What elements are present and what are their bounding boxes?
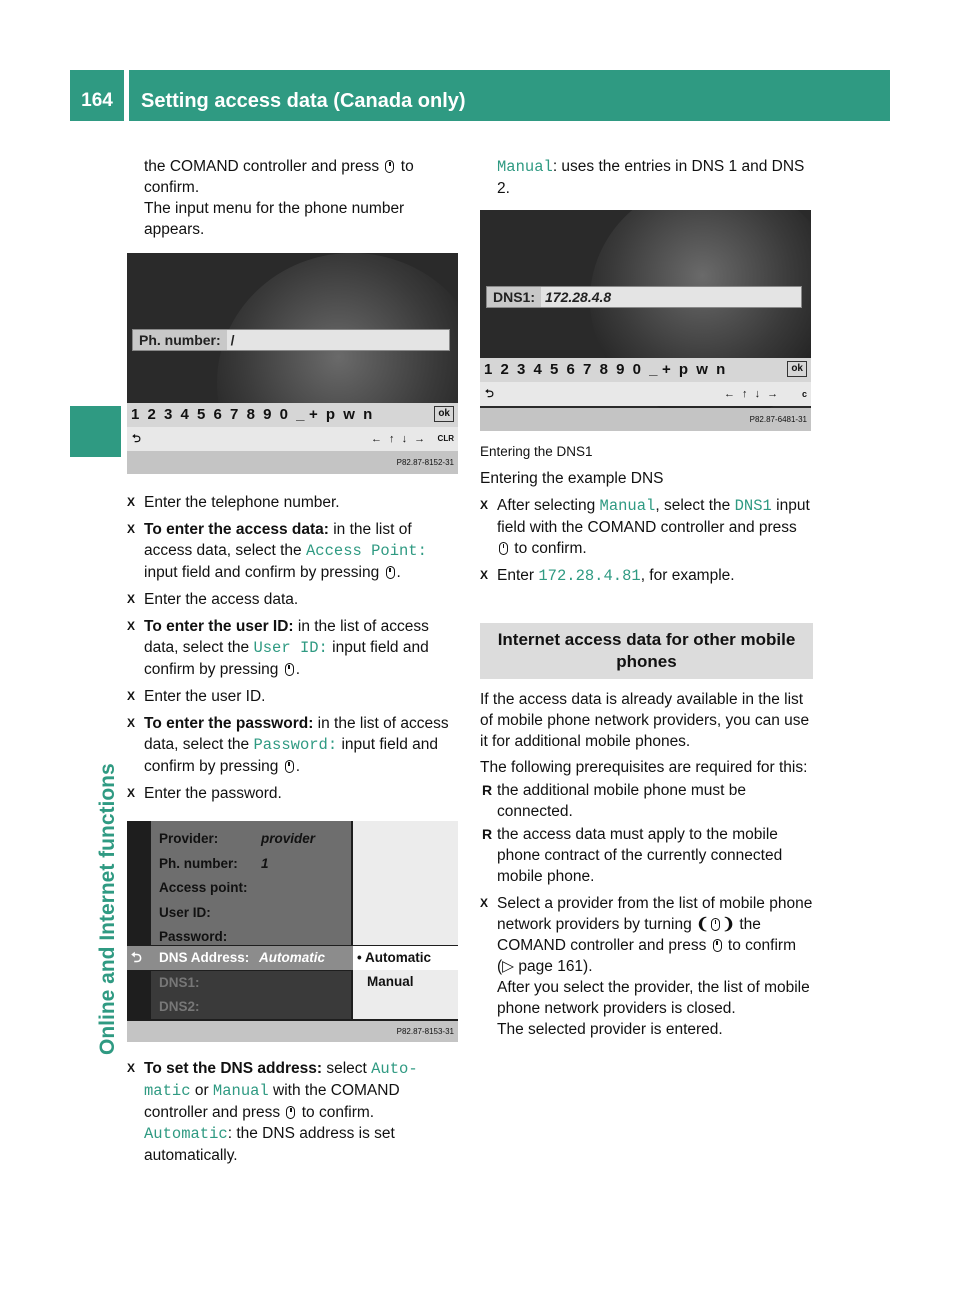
settings-list	[159, 827, 316, 950]
digit-keys: 1 2 3 4 5 6 7 8 9 0 _	[131, 406, 307, 423]
field-value: /	[230, 332, 235, 348]
left-column	[144, 156, 462, 240]
sidebar-label: Online and Internet functions	[96, 763, 119, 1055]
figure-caption: Entering the DNS1	[480, 444, 593, 459]
paragraph: Automatic: the DNS address is set automatically.	[144, 1125, 395, 1164]
field-value: 172.28.4.8	[545, 289, 612, 305]
keyboard-row	[127, 403, 458, 427]
symbol-keys: + p w n	[662, 361, 728, 378]
screen-phone-number	[127, 253, 458, 474]
list-item: Ph. number:	[159, 855, 238, 871]
keyboard-row	[480, 358, 811, 382]
option-panel	[353, 821, 458, 945]
back-icon: ⮌	[131, 950, 142, 965]
section-heading: Internet access data for other mobile phones	[480, 623, 813, 679]
controller-press-icon	[285, 663, 294, 676]
step: X Enter 172.28.4.81, for example.	[480, 567, 735, 585]
digit-keys: 1 2 3 4 5 6 7 8 9 0 _	[484, 361, 660, 378]
right-column	[480, 433, 813, 1040]
paragraph: Manual: uses the entries in DNS 1 and DNS 2.	[497, 158, 805, 197]
list-item: DNS2:	[159, 999, 200, 1014]
controller-turn-icon: ❨ ❩	[696, 916, 736, 933]
page-number: 164	[70, 70, 124, 121]
subheading: Entering the example DNS	[480, 470, 664, 487]
dns1-field	[486, 286, 802, 308]
controller-press-icon	[285, 760, 294, 773]
clear-key: c	[801, 389, 807, 399]
back-icon: ⮌	[485, 388, 496, 400]
image-code: P82.87-6481-31	[749, 415, 807, 424]
screen-dns1	[480, 210, 811, 431]
screen-access-data	[127, 821, 458, 1042]
list-item: Access point:	[159, 880, 248, 895]
list-item: DNS1:	[159, 975, 200, 990]
step: X To enter the access data: in the list of access data, select the Access Point: input field and confirm by pressing .	[127, 521, 427, 581]
step: X To set the DNS address: select Auto‐ matic or Manual with the COMAND controller and press to confirm.	[127, 1060, 418, 1121]
step: X Enter the user ID.	[127, 688, 266, 705]
phone-number-field	[132, 329, 450, 351]
step: X Select a provider from the list of mobile phone network providers by turning ❨ ❩ the COMAND controller and press to confirm (▷ page 161). After you select the provider, the list of mobile phone network providers is closed. The selected provider is entered.	[480, 895, 813, 1038]
image-code: P82.87-8153-31	[396, 1027, 454, 1036]
paragraph: the COMAND controller and press to confirm.	[144, 158, 414, 196]
symbol-keys: + p w n	[309, 406, 375, 423]
control-row	[127, 427, 458, 451]
controller-press-icon	[386, 566, 395, 579]
left-steps	[127, 486, 462, 804]
step: X To enter the user ID: in the list of access data, select the User ID: input field and confirm by pressing .	[127, 618, 429, 678]
field-label: DNS1:	[487, 287, 541, 307]
step: X Enter the access data.	[127, 591, 299, 608]
right-column-top	[497, 156, 813, 199]
step: X To enter the password: in the list of access data, select the Password: input field and confirm by pressing .	[127, 715, 449, 775]
field-label: Ph. number:	[133, 330, 227, 350]
step: X Enter the telephone number.	[127, 494, 340, 511]
page-title: Setting access data (Canada only)	[129, 70, 890, 121]
dns-address-row: ⮌ DNS Address: Automatic	[127, 946, 353, 970]
controller-press-icon	[385, 160, 394, 173]
dns-fields	[159, 971, 200, 1019]
controller-press-icon	[286, 1106, 295, 1119]
ok-key: ok	[434, 406, 454, 422]
bullet-item: R the access data must apply to the mobile phone contract of the currently connected mobile phone.	[482, 826, 783, 885]
list-item: Password:	[159, 929, 228, 944]
code-strip	[127, 1021, 458, 1042]
option-automatic: • Automatic	[353, 946, 458, 970]
paragraph: The following prerequisites are required for this:	[480, 759, 808, 776]
list-item: User ID:	[159, 904, 211, 920]
step: X Enter the password.	[127, 785, 282, 802]
navigation-arrows: ← ↑ ↓ →	[371, 433, 428, 445]
clear-key: CLR	[437, 434, 454, 443]
sidebar-marker	[70, 406, 121, 457]
image-code: P82.87-8152-31	[396, 458, 454, 467]
left-steps-2	[127, 1052, 462, 1166]
back-icon: ⮌	[132, 433, 143, 445]
controller-press-icon	[713, 939, 722, 952]
option-manual: Manual	[353, 970, 458, 1019]
page-reference-icon: ▷	[502, 958, 519, 975]
paragraph: The input menu for the phone number appears.	[144, 200, 405, 238]
code-strip	[127, 451, 458, 474]
control-row	[480, 382, 811, 406]
list-item: Provider: provider 1	[159, 831, 316, 871]
navigation-arrows: ← ↑ ↓ →	[724, 388, 781, 400]
step: X After selecting Manual, select the DNS1 input field with the COMAND controller and press to confirm.	[480, 497, 810, 557]
code-strip	[480, 408, 811, 431]
bullet-item: R the additional mobile phone must be connected.	[482, 782, 747, 820]
controller-press-icon	[499, 542, 508, 555]
paragraph: If the access data is already available in the list of mobile phone network providers, you can use it for additional mobile phones.	[480, 691, 810, 750]
ok-key: ok	[787, 361, 807, 377]
